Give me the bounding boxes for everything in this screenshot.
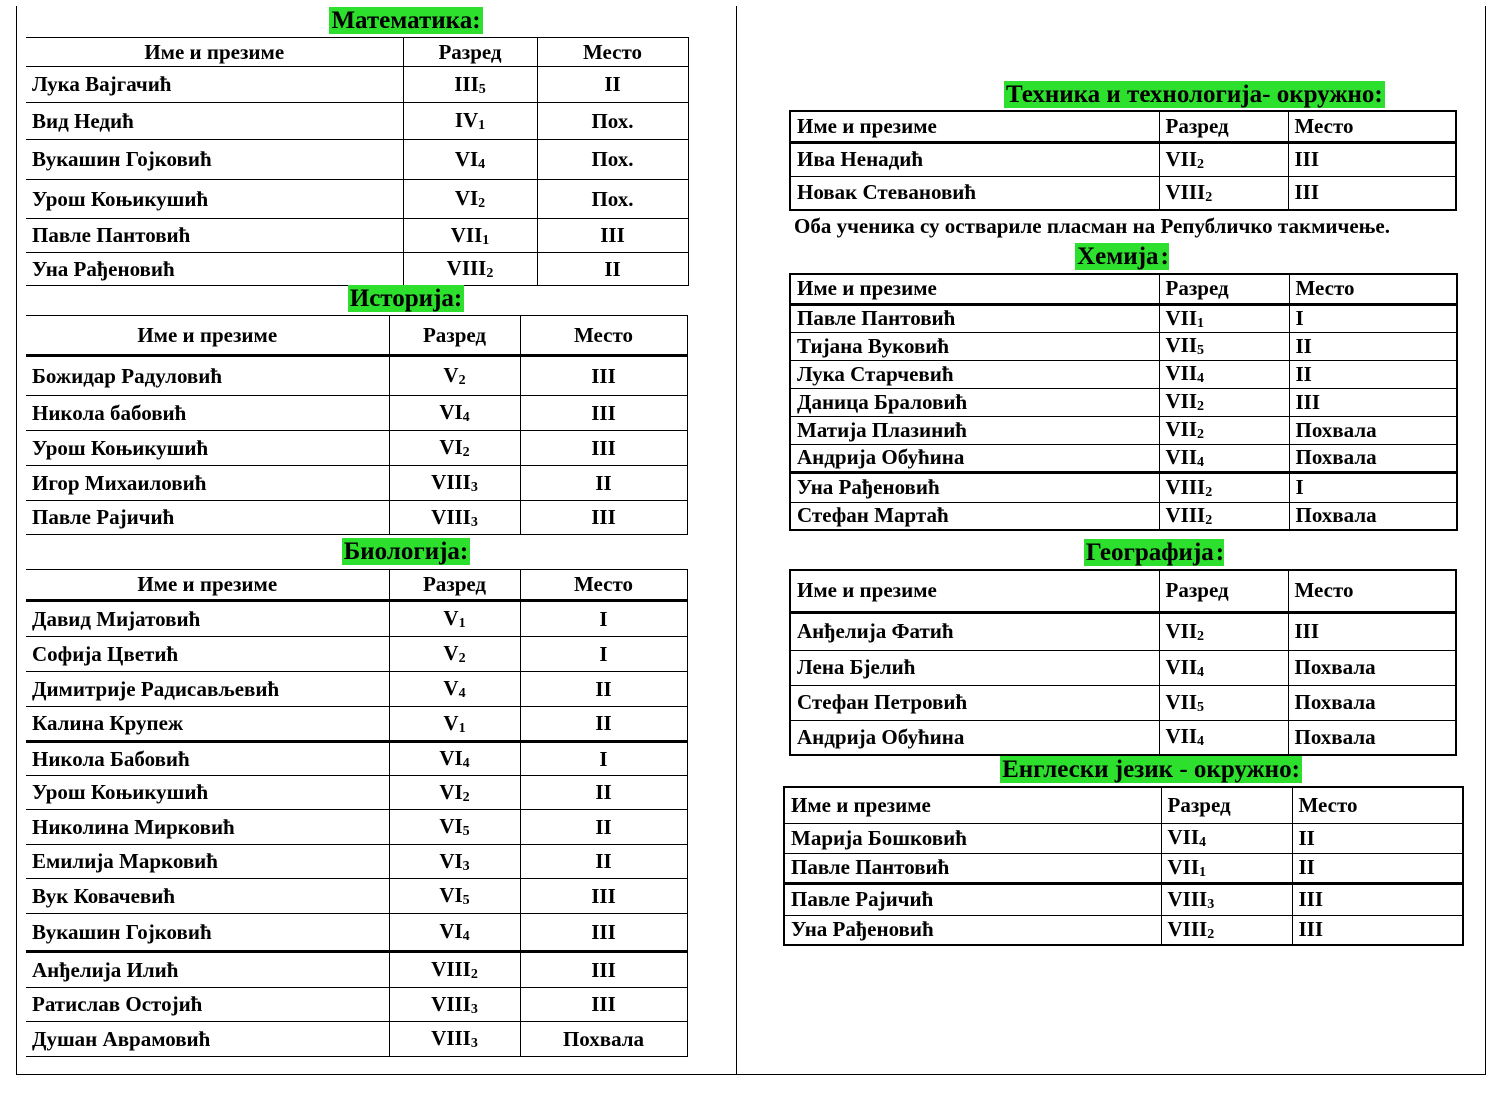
student-name: Павле Рајичић [784,883,1161,915]
grade-cell [1161,853,1292,883]
header-place: Место [1288,570,1456,612]
grade-roman: VI [439,400,463,424]
grade-section: 3 [470,1036,478,1051]
header-place: Место [1288,111,1456,142]
student-name: Уна Рађеновић [26,253,403,286]
grade-roman: VII [1165,444,1198,469]
geography-title-text: Географија [1085,539,1214,566]
english-title-text: Енглески језик - окружно: [1002,756,1300,783]
header-place: Место [1289,274,1457,304]
grade-section: 4 [462,929,470,944]
place-cell: III [520,396,687,431]
grade-roman: VII [1165,146,1198,171]
grade-section: 4 [1197,454,1205,470]
place-cell: II [537,67,688,103]
table-row [784,823,1463,853]
student-name: Никола бабовић [26,396,389,431]
student-name: Лука Старчевић [790,360,1159,388]
grade-section: 2 [1197,399,1205,414]
grade-roman: VII [1165,333,1198,357]
table-row [790,685,1456,720]
header-grade: Разред [389,316,520,356]
grade-cell [1159,444,1289,472]
grade-roman: V [443,606,459,630]
table-row [26,707,687,742]
table-row [26,396,687,431]
table-row [26,103,688,140]
place-cell: I [520,637,687,672]
table-row [790,502,1457,530]
place-cell: III [520,914,687,952]
table-row [784,915,1463,945]
header-grade: Разред [403,38,537,67]
grade-section: 2 [1197,427,1205,442]
header-grade: Разред [1159,274,1289,304]
grade-cell [389,742,520,776]
place-cell: II [520,672,687,707]
grade-cell [389,952,520,988]
table-row [26,501,687,535]
header-grade: Разред [389,570,520,601]
history-table [26,315,688,535]
grade-cell [403,103,537,140]
grade-section: 3 [470,514,478,530]
english-table [783,786,1464,946]
geography-title [789,538,1494,568]
place-cell: Пох. [537,140,688,180]
table-row [26,845,687,879]
place-cell: Похвала [520,1022,687,1057]
place-cell: III [520,431,687,466]
grade-cell [1159,472,1289,502]
student-name: Лука Вајгачић [26,67,403,103]
math-title [26,6,786,36]
place-cell: III [537,219,688,253]
grade-roman: VI [439,435,463,459]
grade-cell [403,253,537,286]
grade-section: 3 [1207,896,1215,912]
header-name: Име и презиме [26,570,389,601]
grade-cell [389,501,520,535]
table-row [790,142,1456,176]
student-name: Душан Аврамовић [26,1022,389,1057]
place-cell: II [1292,853,1463,883]
student-name: Стефан Петровић [790,685,1159,720]
place-cell: III [520,952,687,988]
header-name: Име и презиме [26,316,389,356]
grade-section: 1 [482,232,490,248]
place-cell: Похвала [1289,502,1457,530]
table-row [26,810,687,845]
grade-roman: VIII [431,1026,471,1050]
grade-section: 5 [462,824,470,839]
grade-roman: VIII [1165,179,1206,204]
grade-cell [1159,416,1289,444]
table-row [26,988,687,1022]
grade-section: 1 [458,720,466,736]
student-name: Игор Михаиловић [26,466,389,501]
grade-roman: VII [1165,724,1198,749]
student-name: Тијана Вуковић [790,332,1159,360]
tech-table [789,110,1457,211]
grade-roman: VII [450,222,483,247]
grade-section: 5 [478,81,486,97]
student-name: Калина Крупеж [26,707,389,742]
grade-section: 2 [1205,484,1213,500]
grade-section: 1 [1199,864,1207,880]
student-name: Вид Недић [26,103,403,140]
history-title [26,284,786,314]
grade-section: 4 [1199,835,1207,850]
place-cell: III [520,501,687,535]
grade-roman: VII [1165,689,1198,714]
grade-roman: IV [454,108,479,132]
student-name: Уна Рађеновић [790,472,1159,502]
place-cell: I [520,601,687,637]
place-cell: Похвала [1289,444,1457,472]
grade-cell [389,672,520,707]
math-table [26,37,689,286]
biology-table [26,569,688,1057]
grade-section: 5 [462,893,470,908]
grade-section: 2 [458,373,466,388]
grade-roman: VIII [431,957,471,981]
grade-cell [389,356,520,396]
table-row [26,431,687,466]
grade-section: 4 [478,156,486,172]
table-row [26,914,687,952]
chemistry-title [789,242,1455,272]
grade-section: 4 [1197,664,1205,680]
grade-section: 1 [478,118,486,133]
grade-roman: V [443,363,459,387]
place-cell: I [1289,304,1457,332]
grade-roman: VI [439,848,463,873]
grade-cell [389,601,520,637]
grade-section: 4 [462,410,470,425]
grade-section: 1 [1197,315,1205,331]
place-cell: III [520,879,687,914]
table-row [790,650,1456,685]
grade-roman: V [443,641,459,665]
table-row [26,140,688,180]
grade-section: 5 [1197,699,1205,715]
grade-cell [389,810,520,845]
header-name: Име и презиме [790,274,1159,304]
grade-section: 4 [1197,371,1205,386]
place-cell: Похвала [1288,685,1456,720]
grade-roman: VI [439,814,463,838]
student-name: Урош Коњикушић [26,431,389,466]
grade-section: 2 [470,967,478,982]
grade-cell [1159,720,1288,755]
grade-roman: VI [454,146,479,171]
grade-cell [1159,685,1288,720]
grade-roman: VIII [446,256,487,280]
place-cell: III [520,356,687,396]
grade-cell [389,776,520,810]
student-name: Андрија Обућина [790,720,1159,755]
place-cell: III [1288,142,1456,176]
grade-cell [389,396,520,431]
header-place: Место [520,570,687,601]
student-name: Емилија Марковић [26,845,389,879]
grade-roman: VIII [431,991,471,1016]
student-name: Димитрије Радисављевић [26,672,389,707]
grade-section: 5 [1197,343,1205,358]
student-name: Никола Бабовић [26,742,389,776]
tech-title [1004,80,1424,110]
chemistry-title-colon: : [1160,243,1169,270]
place-cell: II [520,810,687,845]
table-row [26,952,687,988]
grade-cell [1159,332,1289,360]
math-title-text: Математика: [331,7,481,34]
grade-cell [403,67,537,103]
grade-cell [1159,176,1288,210]
grade-section: 3 [470,480,478,495]
table-row [26,637,687,672]
student-name: Павле Пантовић [790,304,1159,332]
table-row [26,180,688,219]
grade-cell [1161,883,1292,915]
student-name: Вукашин Гојковић [26,140,403,180]
tech-note: Оба ученика су оствариле пласман на Републичко такмичење. [794,214,1390,238]
grade-section: 4 [462,756,470,771]
student-name: Давид Мијатовић [26,601,389,637]
grade-roman: VII [1165,417,1198,441]
place-cell: I [520,742,687,776]
grade-section: 2 [1197,156,1205,172]
student-name: Софија Цветић [26,637,389,672]
grade-cell [389,845,520,879]
grade-section: 2 [1205,189,1213,205]
table-row [790,612,1456,650]
table-row [26,742,687,776]
grade-cell [403,219,537,253]
student-name: Павле Пантовић [784,853,1161,883]
header-place: Место [537,38,688,67]
place-cell: II [520,707,687,742]
place-cell: Похвала [1288,650,1456,685]
header-name: Име и презиме [790,111,1159,142]
grade-cell [389,707,520,742]
chemistry-title-text: Хемија [1077,243,1159,270]
grade-cell [389,1022,520,1057]
grade-roman: VII [1165,618,1198,643]
student-name: Николина Мирковић [26,810,389,845]
place-cell: III [1289,388,1457,416]
grade-cell [389,879,520,914]
header-place: Место [520,316,687,356]
header-grade: Разред [1159,111,1288,142]
grade-section: 2 [1197,628,1205,644]
place-cell: III [1288,176,1456,210]
place-cell: III [520,988,687,1022]
grade-roman: VIII [1165,502,1206,527]
grade-roman: VIII [1167,916,1208,941]
student-name: Уна Рађеновић [784,915,1161,945]
grade-cell [1159,360,1289,388]
header-name: Име и презиме [784,787,1161,823]
grade-section: 4 [1197,734,1205,750]
student-name: Божидар Радуловић [26,356,389,396]
student-name: Вукашин Гојковић [26,914,389,952]
grade-cell [1159,388,1289,416]
grade-section: 2 [1207,926,1215,942]
table-row [26,1022,687,1057]
table-row [790,176,1456,210]
table-row [790,416,1457,444]
grade-cell [1159,142,1288,176]
grade-roman: VI [454,186,479,210]
place-cell: Пох. [537,103,688,140]
place-cell: II [1289,360,1457,388]
grade-section: 4 [458,686,466,701]
student-name: Анђелија Фатић [790,612,1159,650]
geography-title-colon: : [1215,539,1225,566]
header-place: Место [1292,787,1463,823]
table-row [790,360,1457,388]
student-name: Ратислав Остојић [26,988,389,1022]
grade-cell [389,637,520,672]
grade-roman: VII [1165,305,1198,330]
grade-cell [1161,915,1292,945]
grade-cell [389,914,520,952]
table-row [790,444,1457,472]
table-row [26,672,687,707]
english-title [783,755,1494,785]
table-row [26,253,688,286]
student-name: Матија Плазинић [790,416,1159,444]
grade-roman: VII [1167,825,1200,849]
table-row [790,332,1457,360]
grade-cell [1159,304,1289,332]
header-grade: Разред [1159,570,1288,612]
place-cell: II [1289,332,1457,360]
place-cell: II [520,776,687,810]
student-name: Ива Ненадић [790,142,1159,176]
place-cell: Пох. [537,180,688,219]
grade-roman: V [443,710,459,735]
student-name: Вук Ковачевић [26,879,389,914]
student-name: Урош Коњикушић [26,180,403,219]
table-row [790,472,1457,502]
grade-cell [1159,612,1288,650]
grade-cell [1161,823,1292,853]
table-row [784,853,1463,883]
place-cell: III [1288,612,1456,650]
grade-section: 2 [478,196,486,211]
place-cell: II [1292,823,1463,853]
table-row [790,304,1457,332]
table-row [26,879,687,914]
table-row [790,720,1456,755]
grade-cell [403,140,537,180]
table-row [26,601,687,637]
grade-cell [389,431,520,466]
grade-roman: VII [1165,361,1198,385]
grade-cell [1159,650,1288,685]
grade-cell [1159,502,1289,530]
grade-roman: VII [1167,854,1200,879]
grade-roman: V [443,676,459,700]
table-row [26,356,687,396]
table-row [26,219,688,253]
grade-section: 2 [458,651,466,666]
student-name: Даница Браловић [790,388,1159,416]
header-grade: Разред [1161,787,1292,823]
student-name: Павле Пантовић [26,219,403,253]
tech-title-text: Техника и технологија- окружно: [1006,81,1383,108]
table-row [26,466,687,501]
student-name: Лена Бјелић [790,650,1159,685]
table-row [790,388,1457,416]
student-name: Стефан Мартаћ [790,502,1159,530]
place-cell: III [1292,915,1463,945]
table-row [784,883,1463,915]
place-cell: I [1289,472,1457,502]
student-name: Урош Коњикушић [26,776,389,810]
student-name: Павле Рајичић [26,501,389,535]
grade-roman: VIII [431,470,471,494]
grade-roman: VI [439,919,463,943]
biology-title [26,537,786,567]
place-cell: Похвала [1289,416,1457,444]
chemistry-table [789,273,1458,531]
grade-roman: VI [439,746,463,770]
geography-table [789,569,1457,756]
grade-section: 3 [462,858,470,874]
history-title-text: Историја: [349,285,463,312]
place-cell: II [520,845,687,879]
grade-roman: VI [439,779,463,804]
grade-section: 2 [1205,512,1213,528]
student-name: Марија Бошковић [784,823,1161,853]
place-cell: II [520,466,687,501]
student-name: Анђелија Илић [26,952,389,988]
grade-roman: VII [1165,654,1198,679]
student-name: Андрија Обућина [790,444,1159,472]
grade-cell [389,988,520,1022]
grade-section: 2 [486,266,494,281]
grade-roman: VIII [1165,474,1206,499]
grade-section: 2 [462,789,470,805]
table-row [26,67,688,103]
biology-title-text: Биологија: [343,538,469,565]
grade-roman: III [454,71,479,96]
place-cell: III [1292,883,1463,915]
grade-section: 1 [458,616,466,631]
student-name: Новак Стевановић [790,176,1159,210]
table-row [26,776,687,810]
grade-roman: VIII [1167,886,1208,911]
grade-cell [389,466,520,501]
grade-section: 2 [462,445,470,460]
grade-cell [403,180,537,219]
grade-roman: VI [439,883,463,907]
grade-roman: VIII [431,504,471,529]
place-cell: II [537,253,688,286]
header-name: Име и презиме [26,38,403,67]
grade-section: 3 [470,1001,478,1017]
place-cell: Похвала [1288,720,1456,755]
grade-roman: VII [1165,389,1198,413]
header-name: Име и презиме [790,570,1159,612]
